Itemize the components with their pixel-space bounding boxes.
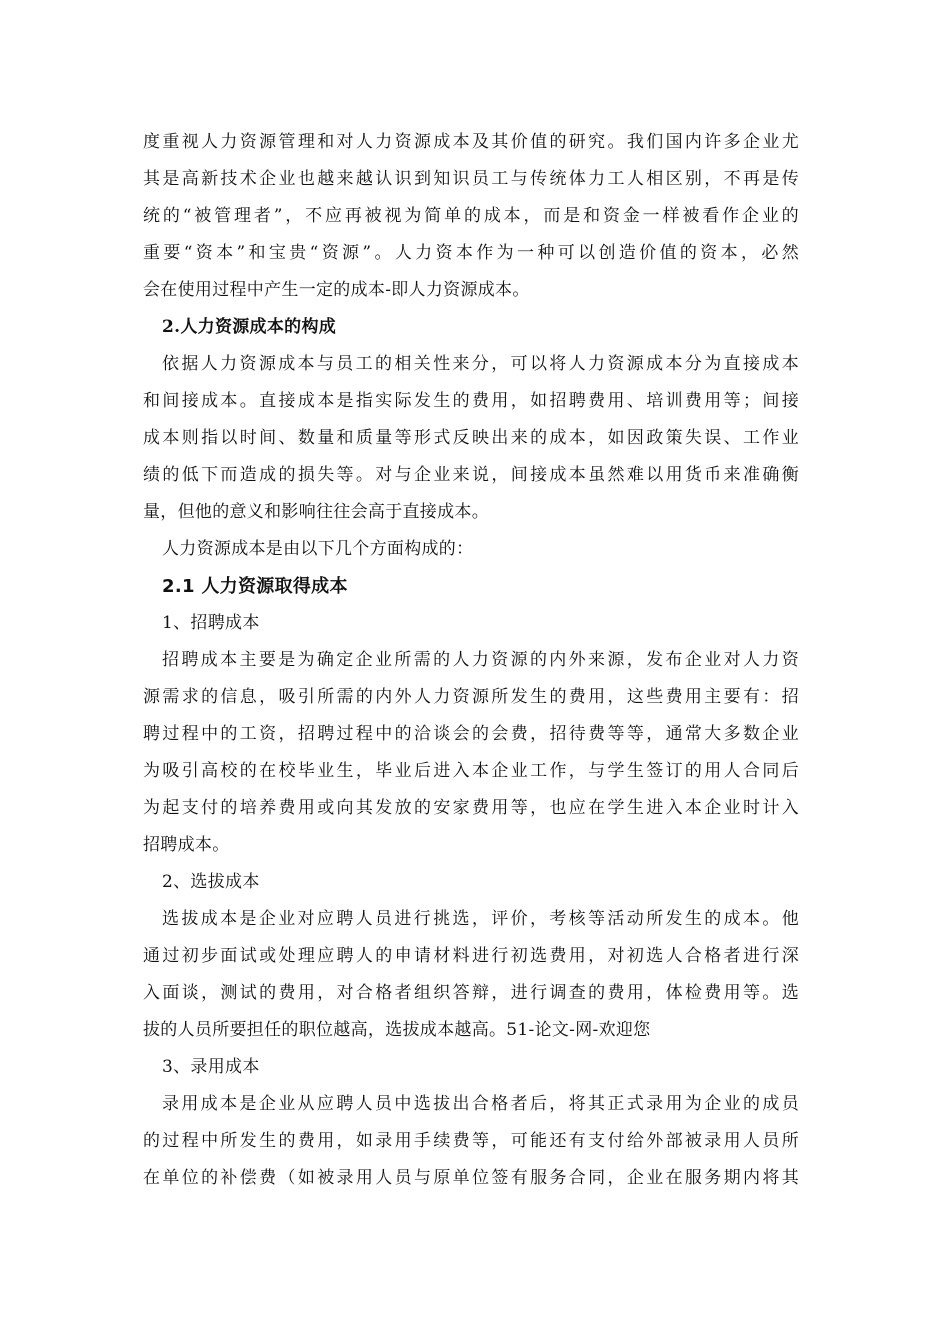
paragraph-line: 拔的人员所要担任的职位越高，选拔成本越高。51-论文-网-欢迎您 [143, 1020, 651, 1040]
section-heading: 2.人力资源成本的构成 [162, 317, 337, 337]
item-heading: 2、选拔成本 [162, 872, 260, 892]
paragraph-line: 依据人力资源成本与员工的相关性来分，可以将人力资源成本分为直接成本 [162, 354, 799, 374]
paragraph-line: 其是高新技术企业也越来越认识到知识员工与传统体力工人相区别，不再是传 [143, 169, 799, 189]
paragraph-line: 重要“资本”和宝贵“资源”。人力资本作为一种可以创造价值的资本，必然 [143, 243, 799, 263]
paragraph-line: 的过程中所发生的费用，如录用手续费等，可能还有支付给外部被录用人员所 [143, 1131, 799, 1151]
paragraph-line: 绩的低下而造成的损失等。对与企业来说，间接成本虽然难以用货币来准确衡 [143, 465, 799, 485]
paragraph-line: 会在使用过程中产生一定的成本-即人力资源成本。 [143, 280, 530, 300]
paragraph-line: 为起支付的培养费用或向其发放的安家费用等，也应在学生进入本企业时计入 [143, 798, 799, 818]
paragraph-line: 录用成本是企业从应聘人员中选拔出合格者后，将其正式录用为企业的成员 [162, 1094, 799, 1114]
document-body [143, 124, 799, 1197]
paragraph-line: 成本则指以时间、数量和质量等形式反映出来的成本，如因政策失误、工作业 [143, 428, 799, 448]
item-heading: 1、招聘成本 [162, 613, 260, 633]
paragraph-line: 和间接成本。直接成本是指实际发生的费用，如招聘费用、培训费用等；间接 [143, 391, 799, 411]
paragraph-line: 在单位的补偿费（如被录用人员与原单位签有服务合同，企业在服务期内将其 [143, 1168, 799, 1188]
paragraph-line: 聘过程中的工资，招聘过程中的洽谈会的会费，招待费等等，通常大多数企业 [143, 724, 799, 744]
paragraph-line: 为吸引高校的在校毕业生，毕业后进入本企业工作，与学生签订的用人合同后 [143, 761, 799, 781]
paragraph-line: 量，但他的意义和影响往往会高于直接成本。 [143, 502, 489, 522]
paragraph-line: 人力资源成本是由以下几个方面构成的： [162, 539, 474, 559]
item-heading: 3、录用成本 [162, 1057, 260, 1077]
paragraph-line: 源需求的信息，吸引所需的内外人力资源所发生的费用，这些费用主要有：招 [143, 687, 799, 707]
paragraph-line: 招聘成本主要是为确定企业所需的人力资源的内外来源，发布企业对人力资 [162, 650, 799, 670]
paragraph-line: 招聘成本。 [143, 835, 230, 855]
paragraph-line: 统的“被管理者”，不应再被视为简单的成本，而是和资金一样被看作企业的 [143, 206, 799, 226]
paragraph-line: 度重视人力资源管理和对人力资源成本及其价值的研究。我们国内许多企业尤 [143, 132, 799, 152]
paragraph-line: 选拔成本是企业对应聘人员进行挑选，评价，考核等活动所发生的成本。他 [162, 909, 799, 929]
subsection-heading: 2.1 人力资源取得成本 [162, 576, 348, 597]
paragraph-line: 通过初步面试或处理应聘人的申请材料进行初选费用，对初选人合格者进行深 [143, 946, 799, 966]
paragraph-line: 入面谈，测试的费用，对合格者组织答辩，进行调查的费用，体检费用等。选 [143, 983, 799, 1003]
